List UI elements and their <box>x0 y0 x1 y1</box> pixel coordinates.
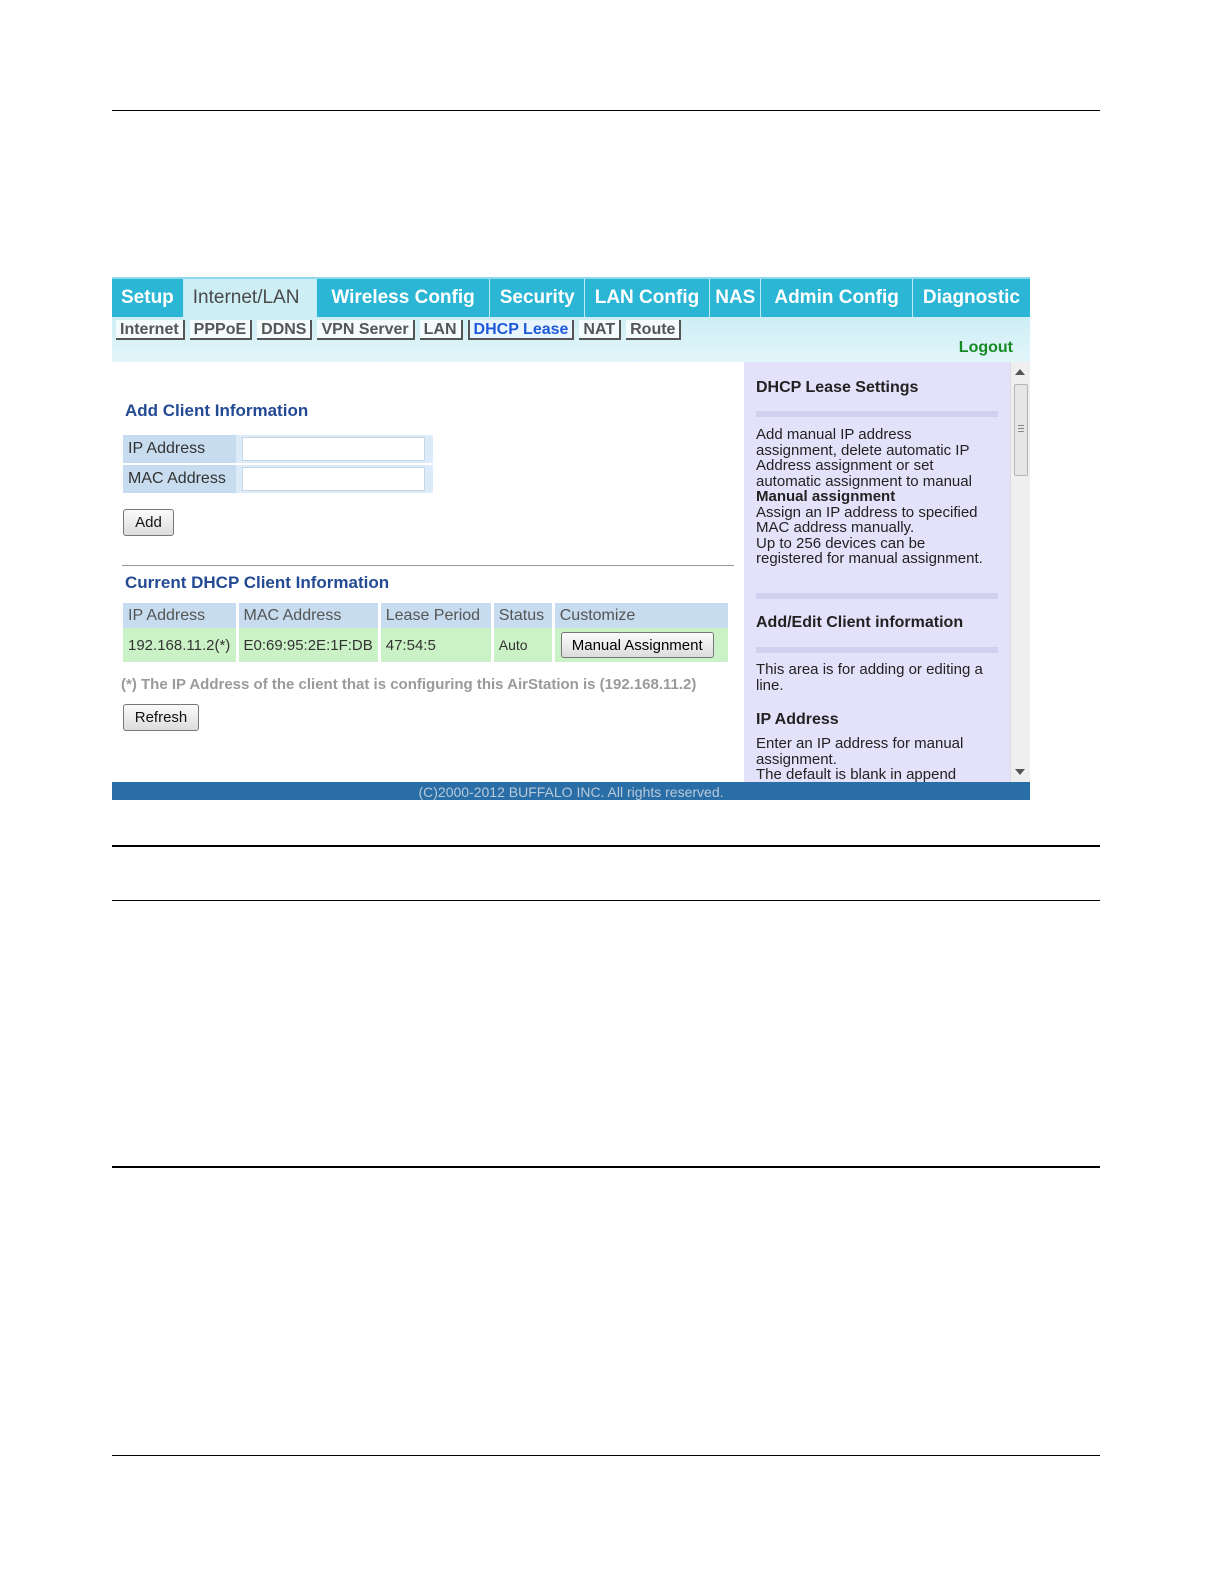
section-divider <box>122 565 734 566</box>
help-panel <box>744 362 1010 782</box>
main-content <box>112 362 734 782</box>
tab-diagnostic[interactable]: Diagnostic <box>922 287 1020 308</box>
table-row <box>123 628 728 662</box>
col-ip-address: IP Address <box>123 603 237 628</box>
logout-link[interactable]: Logout <box>958 339 1013 356</box>
tab-setup[interactable]: Setup <box>112 279 184 317</box>
scroll-thumb[interactable] <box>1014 384 1028 476</box>
grip-icon <box>1018 428 1024 429</box>
row-lease: 47:54:5 <box>379 628 492 662</box>
help-text-manual-heading: Manual assignment <box>756 488 896 505</box>
help-text-add-edit: This area is for adding or editing a line. <box>756 661 983 694</box>
help-text-ip <box>756 736 996 782</box>
help-title-ip-address: IP Address <box>756 711 839 728</box>
help-title-dhcp-lease: DHCP Lease Settings <box>756 379 919 396</box>
subtab-nat[interactable]: NAT <box>579 320 621 340</box>
help-text-5: Enter an IP address for manual assignment. <box>756 735 964 768</box>
help-text-2: Assign an IP address to specified MAC address manually. <box>756 503 978 536</box>
tab-internet-lan[interactable]: Internet/LAN <box>184 279 318 317</box>
tab-nas[interactable]: NAS <box>710 279 761 317</box>
subtab-lan[interactable]: LAN <box>420 320 463 340</box>
subtab-route[interactable]: Route <box>626 320 681 340</box>
col-customize: Customize <box>553 603 728 628</box>
row-ip: 192.168.11.2(*) <box>123 628 237 662</box>
refresh-button[interactable]: Refresh <box>123 704 199 731</box>
help-separator <box>756 647 998 653</box>
router-config-screenshot <box>112 277 1030 800</box>
ip-address-input[interactable] <box>242 437 425 461</box>
mac-address-input[interactable] <box>242 467 425 491</box>
add-client-form <box>123 433 433 495</box>
page-rule-mid1 <box>112 845 1100 847</box>
page-rule-mid2 <box>112 900 1100 901</box>
col-status: Status <box>492 603 553 628</box>
help-separator <box>756 593 998 599</box>
table-header-row <box>123 603 728 628</box>
col-mac-address: MAC Address <box>237 603 379 628</box>
scroll-up-icon[interactable] <box>1015 369 1025 375</box>
row-mac: E0:69:95:2E:1F:DB <box>237 628 379 662</box>
tab-admin-config[interactable]: Admin Config <box>761 279 913 317</box>
scroll-down-icon[interactable] <box>1015 769 1025 775</box>
tab-wireless-config[interactable]: Wireless Config <box>317 279 489 317</box>
subtab-ddns[interactable]: DDNS <box>257 320 312 340</box>
grip-icon <box>1018 431 1024 432</box>
help-title-add-edit: Add/Edit Client information <box>756 614 964 631</box>
sub-tab-bar <box>112 317 1030 362</box>
grip-icon <box>1018 425 1024 426</box>
subtab-vpn-server[interactable]: VPN Server <box>317 320 414 340</box>
page-rule-mid3 <box>112 1166 1100 1168</box>
col-lease-period: Lease Period <box>379 603 492 628</box>
subtab-dhcp-lease[interactable]: DHCP Lease <box>468 320 575 340</box>
page-rule-top <box>112 110 1100 111</box>
manual-assignment-button[interactable]: Manual Assignment <box>561 632 714 658</box>
help-separator <box>756 411 998 417</box>
copyright-footer: (C)2000-2012 BUFFALO INC. All rights reserved. <box>112 782 1030 800</box>
help-text-6: The default is blank in append <box>756 766 957 782</box>
client-table <box>123 603 728 662</box>
current-client-title: Current DHCP Client Information <box>125 573 390 592</box>
add-client-title: Add Client Information <box>125 401 309 420</box>
row-status: Auto <box>492 628 553 662</box>
mac-address-label: MAC Address <box>123 465 236 493</box>
main-tab-bar <box>112 277 1030 317</box>
subtab-pppoe[interactable]: PPPoE <box>190 320 252 340</box>
help-text-1: Add manual IP address assignment, delete automatic IP Address assignment or set automatic assignment to manual <box>756 426 972 490</box>
add-button[interactable]: Add <box>123 509 174 536</box>
ip-address-label: IP Address <box>123 435 236 463</box>
page-rule-bottom <box>112 1455 1100 1456</box>
help-text-3: Up to 256 devices can be registered for manual assignment. <box>756 534 983 567</box>
tab-security[interactable]: Security <box>490 279 585 317</box>
subtab-internet[interactable]: Internet <box>116 320 185 340</box>
help-text-intro <box>756 427 996 567</box>
tab-lan-config[interactable]: LAN Config <box>585 279 710 317</box>
help-scrollbar[interactable] <box>1010 362 1030 782</box>
client-note: (*) The IP Address of the client that is configuring this AirStation is (192.168.11.2) <box>121 676 697 693</box>
